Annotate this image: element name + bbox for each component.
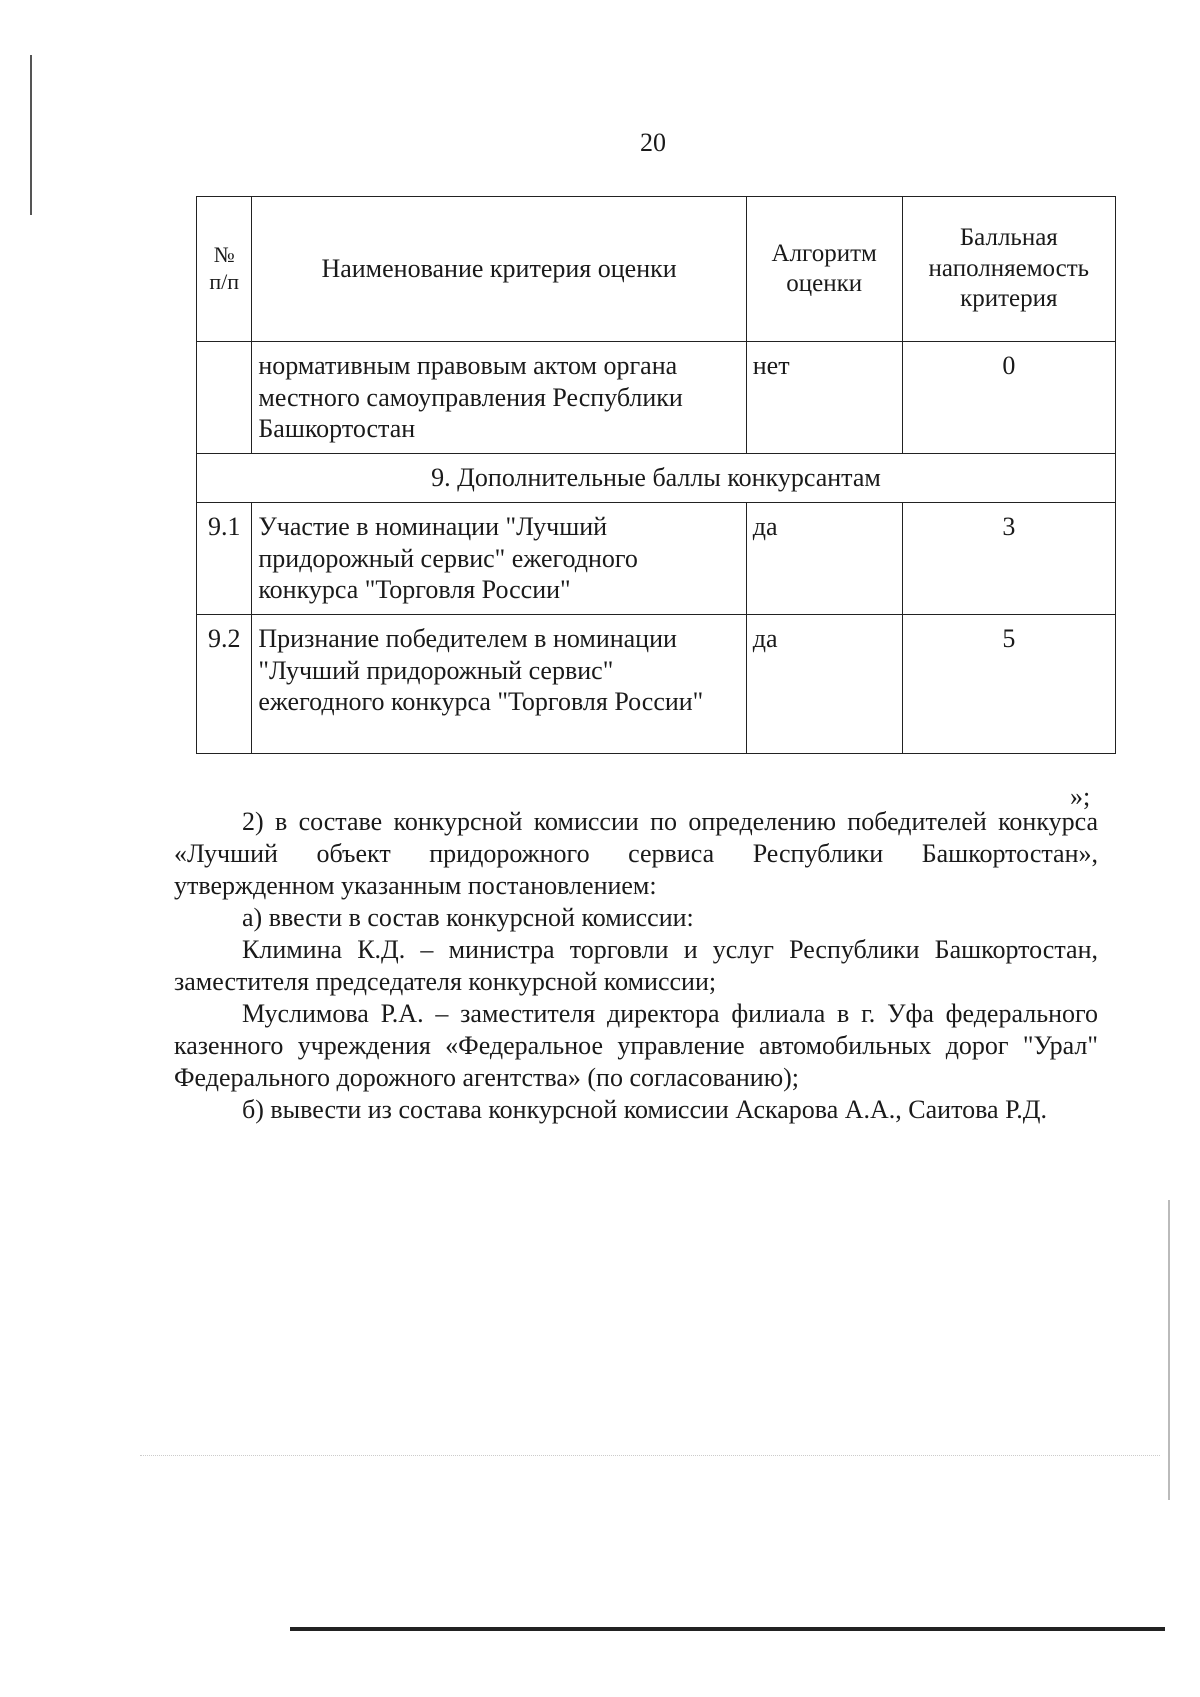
row-name: Участие в номинации "Лучший придорожный сервис" ежегодного конкурса "Торговля России" [252,502,746,614]
row-algorithm: да [746,615,902,754]
section-row [197,454,1116,503]
body-text [174,806,1098,1126]
paragraph-commission: 2) в составе конкурсной комиссии по определению победителей конкурса «Лучший объект придорожного сервиса Республики Башкортостан», утвержденном указанным постановлением: [174,807,1098,900]
row-num [197,342,252,454]
row-name: Признание победителем в номинации "Лучший придорожный сервис" ежегодного конкурса "Торговля России" [252,615,746,754]
page-number: 20 [640,128,666,157]
scan-artifact-dots [140,1455,1160,1457]
row-algorithm: нет [746,342,902,454]
header-num: № п/п [197,197,252,342]
criteria-table [196,196,1116,754]
bottom-rule [290,1627,1165,1631]
row-num: 9.1 [197,502,252,614]
section-title: 9. Дополнительные баллы конкурсантам [197,454,1116,503]
scan-margin-line [30,55,32,215]
closing-quote: »; [1070,782,1091,811]
table-row [197,502,1116,614]
table-row [197,615,1116,754]
table-row [197,342,1116,454]
paragraph-klimin: Климина К.Д. – министра торговли и услуг Республики Башкортостан, заместителя председателя конкурсной комиссии; [174,935,1098,996]
scan-margin-line-right [1168,1200,1170,1500]
row-score: 3 [902,502,1115,614]
row-score: 5 [902,615,1115,754]
row-num: 9.2 [197,615,252,754]
row-algorithm: да [746,502,902,614]
paragraph-add-heading: а) ввести в состав конкурсной комиссии: [242,903,694,932]
table-header-row [197,197,1116,342]
paragraph-muslimov: Муслимова Р.А. – заместителя директора филиала в г. Уфа федерального казенного учреждения «Федеральное управление автомобильных дорог "Урал" Федерального дорожного агентства» (по согласованию); [174,999,1098,1092]
paragraph-remove: б) вывести из состава конкурсной комиссии Аскарова А.А., Саитова Р.Д. [242,1095,1048,1124]
row-score: 0 [902,342,1115,454]
header-score: Балльная наполняемость критерия [902,197,1115,342]
header-name: Наименование критерия оценки [252,197,746,342]
row-name: нормативным правовым актом органа местного самоуправления Республики Башкортостан [252,342,746,454]
header-algorithm: Алгоритм оценки [746,197,902,342]
